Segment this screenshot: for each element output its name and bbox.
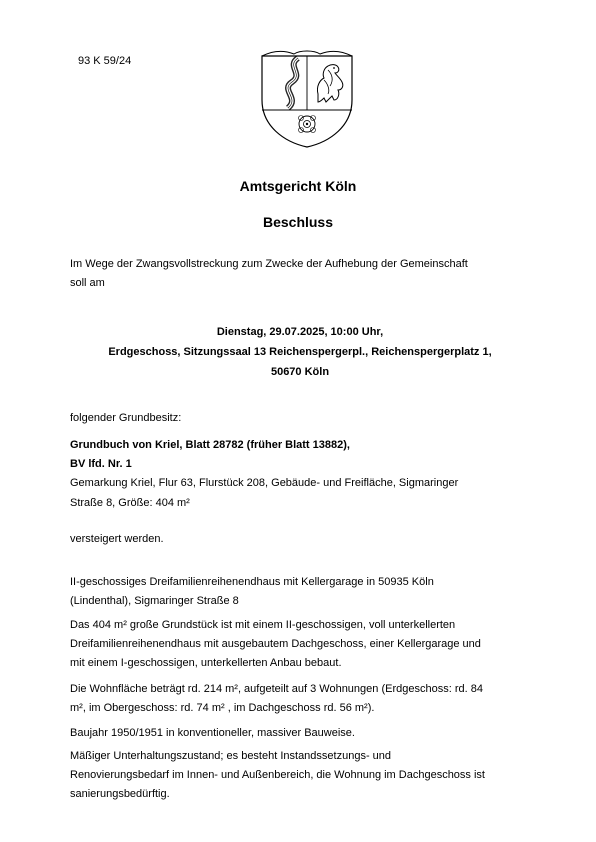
- intro-line: soll am: [70, 277, 105, 290]
- description-paragraph: [70, 574, 530, 610]
- appointment-location: Erdgeschoss, Sitzungssaal 13 Reichenspergerpl., Reichenspergerplatz 1,: [108, 346, 492, 359]
- land-register-description: Straße 8, Größe: 404 m²: [70, 497, 190, 510]
- description-line: Mäßiger Unterhaltungszustand; es besteht Instandssetzungs- und: [70, 750, 392, 762]
- appointment-city: 50670 Köln: [270, 366, 330, 379]
- description-line: sanierungsbedürftig.: [70, 788, 170, 801]
- description-line: m², im Obergeschoss: rd. 74 m² , im Dachgeschoss rd. 56 m²).: [70, 702, 375, 715]
- coat-of-arms-icon: [258, 48, 356, 148]
- description-line: Renovierungsbedarf im Innen- und Außenbereich, die Wohnung im Dachgeschoss ist: [70, 769, 485, 782]
- property-intro: folgender Grundbesitz:: [70, 412, 182, 424]
- court-title: Amtsgericht Köln: [239, 178, 357, 194]
- appointment-date: Dienstag, 29.07.2025, 10:00 Uhr,: [216, 326, 384, 338]
- description-line: mit einem I-geschossigen, unterkellerten Anbau bebaut.: [70, 657, 342, 670]
- intro-paragraph: [70, 256, 530, 292]
- description-line: Die Wohnfläche beträgt rd. 214 m², aufgeteilt auf 3 Wohnungen (Erdgeschoss: rd. 84: [70, 683, 483, 695]
- auction-note: versteigert werden.: [70, 533, 164, 545]
- case-number: 93 K 59/24: [78, 55, 132, 67]
- land-register-description: Gemarkung Kriel, Flur 63, Flurstück 208, Gebäude- und Freifläche, Sigmaringer: [70, 477, 459, 490]
- description-line: (Lindenthal), Sigmaringer Straße 8: [70, 595, 239, 608]
- description-line: II-geschossiges Dreifamilienreihenendhaus mit Kellergarage in 50935 Köln: [70, 576, 434, 588]
- intro-line: Im Wege der Zwangsvollstreckung zum Zwecke der Aufhebung der Gemeinschaft: [70, 258, 468, 270]
- land-register-block: [70, 437, 530, 512]
- description-paragraph: [70, 617, 530, 672]
- description-paragraph: [70, 725, 530, 742]
- appointment-block: [70, 324, 530, 381]
- description-paragraph: [70, 681, 530, 717]
- land-register-line: BV lfd. Nr. 1: [70, 458, 132, 471]
- land-register-line: Grundbuch von Kriel, Blatt 28782 (früher Blatt 13882),: [70, 439, 350, 451]
- description-paragraph: [70, 748, 530, 803]
- description-line: Dreifamilienreihenendhaus mit ausgebautem Dachgeschoss, einer Kellergarage und: [70, 638, 481, 651]
- document-type-title: Beschluss: [262, 214, 334, 230]
- description-line: Baujahr 1950/1951 in konventioneller, massiver Bauweise.: [70, 727, 355, 739]
- description-line: Das 404 m² große Grundstück ist mit einem II-geschossigen, voll unterkellerten: [70, 619, 456, 631]
